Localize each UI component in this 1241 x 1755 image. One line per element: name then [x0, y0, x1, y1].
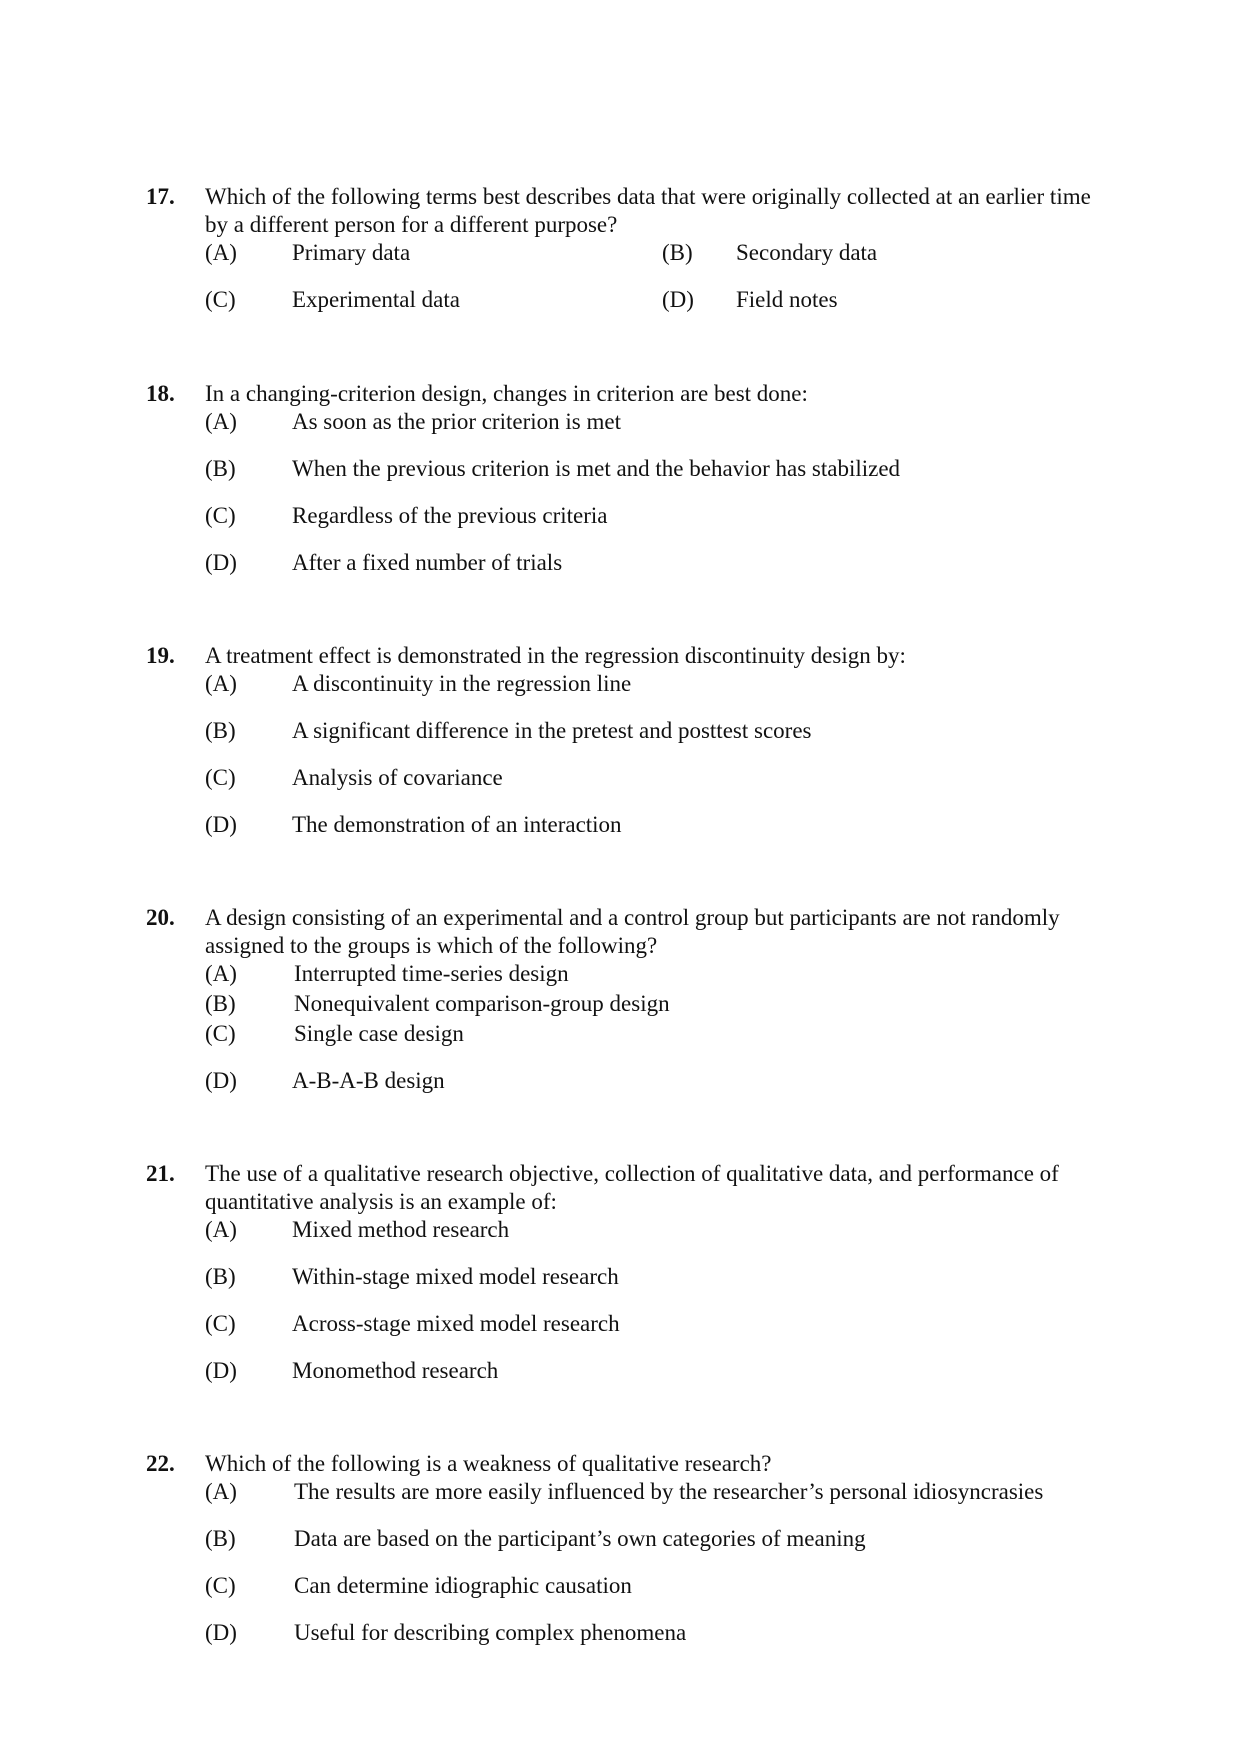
option-c-letter: (C) — [205, 1311, 236, 1336]
option-c-text: Single case design — [294, 1021, 464, 1046]
option-d-text: Monomethod research — [292, 1358, 499, 1383]
option-b-letter: (B) — [205, 1526, 236, 1551]
option-a-text: As soon as the prior criterion is met — [292, 409, 621, 434]
option-b-text: When the previous criterion is met and the behavior has stabilized — [292, 456, 901, 481]
question-number: 22. — [146, 1451, 175, 1476]
option-d-text: Useful for describing complex phenomena — [294, 1620, 687, 1645]
option-a-text: Interrupted time-series design — [294, 961, 569, 986]
question-text: Which of the following is a weakness of qualitative research? — [205, 1451, 772, 1476]
option-c-text: Analysis of covariance — [292, 765, 503, 790]
question-text: The use of a qualitative research objective, collection of qualitative data, and performance of quantitative analysis is an example of: — [205, 1161, 1059, 1214]
option-c-letter: (C) — [205, 1021, 236, 1046]
option-c-text: Can determine idiographic causation — [294, 1573, 632, 1598]
option-a-text: A discontinuity in the regression line — [292, 671, 632, 696]
question-text: In a changing-criterion design, changes in criterion are best done: — [205, 381, 808, 406]
option-a-letter: (A) — [205, 1479, 237, 1504]
option-b-letter: (B) — [662, 240, 693, 265]
option-d-letter: (D) — [205, 1620, 237, 1645]
option-d-letter: (D) — [205, 812, 237, 837]
option-d-text: A-B-A-B design — [292, 1068, 445, 1093]
question-number: 20. — [146, 905, 175, 930]
option-d-text: Field notes — [736, 287, 838, 312]
option-b-letter: (B) — [205, 1264, 236, 1289]
option-b-text: Within-stage mixed model research — [292, 1264, 619, 1289]
option-b-letter: (B) — [205, 991, 236, 1016]
question-text: A treatment effect is demonstrated in the regression discontinuity design by: — [205, 643, 906, 668]
option-c-letter: (C) — [205, 503, 236, 528]
option-b-text: Data are based on the participant’s own categories of meaning — [294, 1526, 866, 1551]
option-a-letter: (A) — [205, 961, 237, 986]
option-c-text: Experimental data — [292, 287, 460, 312]
option-c-letter: (C) — [205, 1573, 236, 1598]
option-a-text: Mixed method research — [292, 1217, 510, 1242]
question-number: 21. — [146, 1161, 175, 1186]
option-d-letter: (D) — [205, 550, 237, 575]
option-a-text: Primary data — [292, 240, 411, 265]
option-b-text: Secondary data — [736, 240, 878, 265]
option-b-text: A significant difference in the pretest and posttest scores — [292, 718, 812, 743]
option-a-letter: (A) — [205, 240, 237, 265]
option-b-text: Nonequivalent comparison-group design — [294, 991, 670, 1016]
option-a-letter: (A) — [205, 1217, 237, 1242]
option-d-letter: (D) — [205, 1358, 237, 1383]
option-d-letter: (D) — [662, 287, 694, 312]
option-a-letter: (A) — [205, 671, 237, 696]
question-text: A design consisting of an experimental and a control group but participants are not randomly assigned to the groups is which of the following? — [205, 905, 1060, 958]
question-number: 19. — [146, 643, 175, 668]
option-c-text: Regardless of the previous criteria — [292, 503, 608, 528]
option-a-letter: (A) — [205, 409, 237, 434]
question-text: Which of the following terms best describes data that were originally collected at an earlier time by a different person for a different purpose? — [205, 184, 1091, 237]
question-number: 18. — [146, 381, 175, 406]
option-a-text: The results are more easily influenced by the researcher’s personal idiosyncrasies — [294, 1479, 1044, 1504]
option-b-letter: (B) — [205, 718, 236, 743]
option-c-text: Across-stage mixed model research — [292, 1311, 620, 1336]
option-d-text: The demonstration of an interaction — [292, 812, 622, 837]
option-b-letter: (B) — [205, 456, 236, 481]
option-c-letter: (C) — [205, 287, 236, 312]
option-d-text: After a fixed number of trials — [292, 550, 563, 575]
question-number: 17. — [146, 184, 175, 209]
option-d-letter: (D) — [205, 1068, 237, 1093]
option-c-letter: (C) — [205, 765, 236, 790]
